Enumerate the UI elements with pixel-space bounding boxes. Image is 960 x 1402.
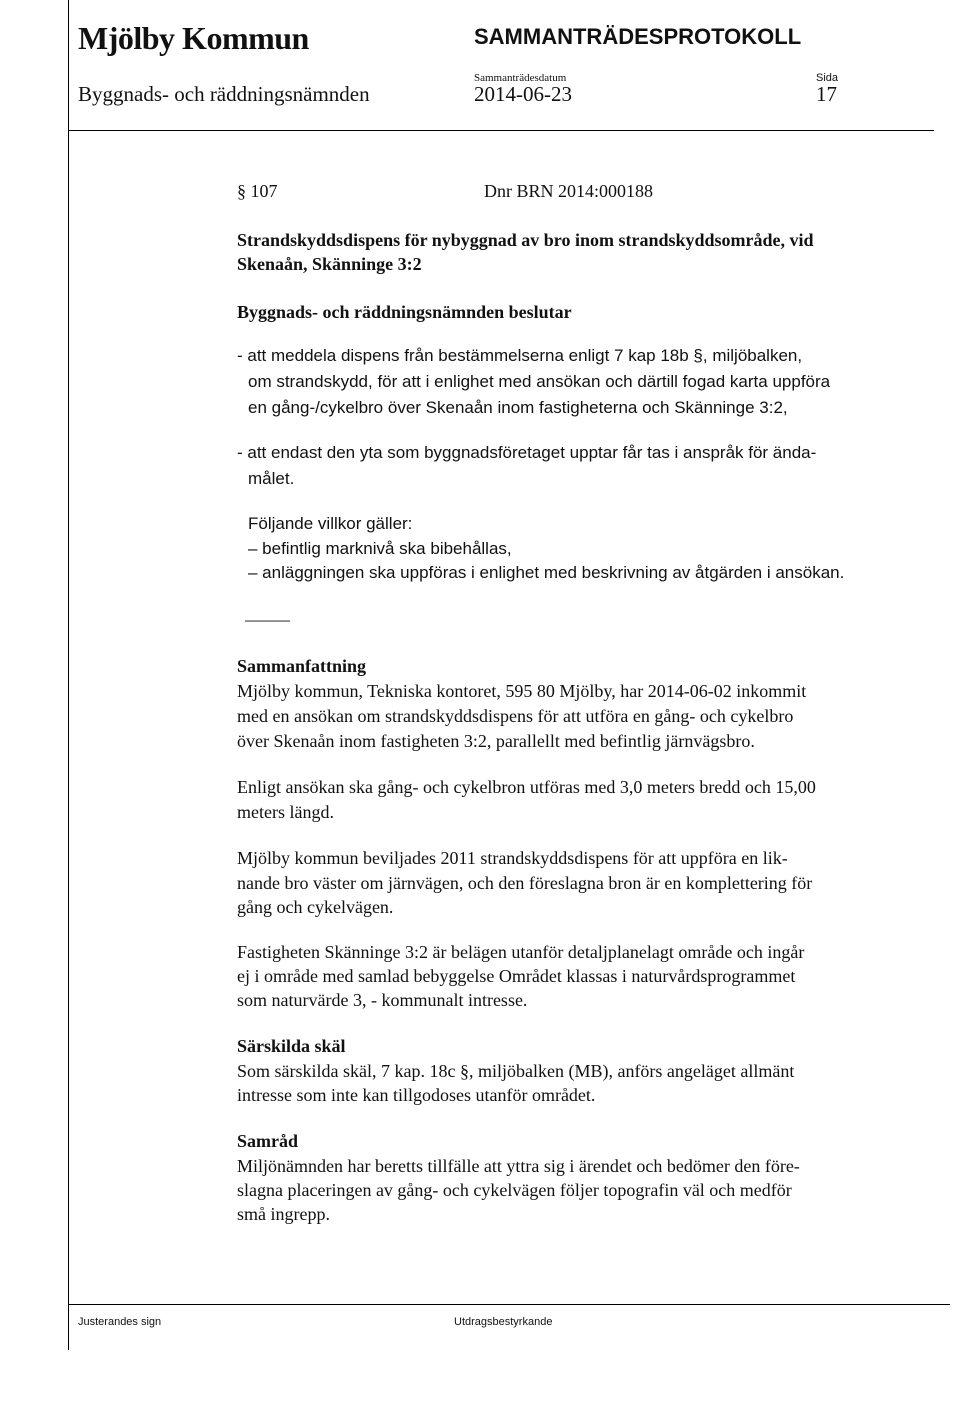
consultation-line-3: små ingrepp. xyxy=(237,1204,330,1224)
decision-item-2-line-2: målet. xyxy=(248,469,295,488)
footer-rule xyxy=(68,1304,950,1305)
summary-p4-line-1: Fastigheten Skänninge 3:2 är belägen utanför detaljplanelagt område och ingår xyxy=(237,942,805,962)
condition-1: – befintlig marknivå ska bibehållas, xyxy=(248,539,512,558)
condition-2: – anläggningen ska uppföras i enlighet med beskrivning av åtgärden i ansökan. xyxy=(248,563,845,582)
reasons-line-1: Som särskilda skäl, 7 kap. 18c §, miljöbalken (MB), anförs angeläget allmänt xyxy=(237,1061,795,1081)
case-number: Dnr BRN 2014:000188 xyxy=(484,181,654,201)
left-margin-rule xyxy=(68,0,69,1350)
header-rule xyxy=(68,130,934,131)
summary-heading: Sammanfattning xyxy=(237,656,367,676)
committee-name: Byggnads- och räddningsnämnden xyxy=(78,82,370,106)
decision-item-1-line-2: om strandskydd, för att i enlighet med ansökan och därtill fogad karta uppföra xyxy=(248,372,831,391)
case-title-line-2: Skenaån, Skänninge 3:2 xyxy=(237,254,422,274)
reasons-line-2: intresse som inte kan tillgodoses utanför området. xyxy=(237,1085,596,1105)
page-label: Sida xyxy=(816,72,839,84)
summary-p3-line-2: nande bro väster om järnvägen, och den föreslagna bron är en komplettering för xyxy=(237,873,813,893)
page-number: 17 xyxy=(816,82,837,106)
date-label: Sammanträdesdatum xyxy=(474,72,567,84)
signature-label: Justerandes sign xyxy=(78,1316,162,1328)
decision-item-1-line-1: - att meddela dispens från bestämmelserna enligt 7 kap 18b §, miljöbalken, xyxy=(237,346,803,365)
meeting-date: 2014-06-23 xyxy=(474,82,572,106)
summary-p4-line-2: ej i område med samlad bebyggelse Området klassas i naturvårdsprogrammet xyxy=(237,966,796,986)
section-separator: _____ xyxy=(245,603,290,623)
decision-item-1-line-3: en gång-/cykelbro över Skenaån inom fastigheterna och Skänninge 3:2, xyxy=(248,398,788,417)
summary-p2-line-2: meters längd. xyxy=(237,802,334,822)
summary-p2-line-1: Enligt ansökan ska gång- och cykelbron utföras med 3,0 meters bredd och 15,00 xyxy=(237,777,816,797)
consultation-heading: Samråd xyxy=(237,1131,299,1151)
decision-heading: Byggnads- och räddningsnämnden beslutar xyxy=(237,302,572,322)
extract-certification-label: Utdragsbestyrkande xyxy=(454,1316,553,1328)
summary-p4-line-3: som naturvärde 3, - kommunalt intresse. xyxy=(237,990,528,1010)
summary-p1-line-3: över Skenaån inom fastigheten 3:2, parallellt med befintlig järnvägsbro. xyxy=(237,731,755,751)
paragraph-number: § 107 xyxy=(237,181,278,201)
summary-p3-line-3: gång och cykelvägen. xyxy=(237,897,394,917)
decision-item-2-line-1: - att endast den yta som byggnadsföretaget upptar får tas i anspråk för ända- xyxy=(237,443,817,462)
consultation-line-1: Miljönämnden har beretts tillfälle att yttra sig i ärendet och bedömer den före- xyxy=(237,1156,800,1176)
summary-p1-line-1: Mjölby kommun, Tekniska kontoret, 595 80 Mjölby, har 2014-06-02 inkommit xyxy=(237,681,807,701)
summary-p1-line-2: med en ansökan om strandskyddsdispens för att utföra en gång- och cykelbro xyxy=(237,706,794,726)
document-type: SAMMANTRÄDESPROTOKOLL xyxy=(474,24,802,49)
municipality-name: Mjölby Kommun xyxy=(78,20,309,56)
consultation-line-2: slagna placeringen av gång- och cykelvägen följer topografin väl och medför xyxy=(237,1180,792,1200)
case-title-line-1: Strandskyddsdispens för nybyggnad av bro inom strandskyddsområde, vid xyxy=(237,230,814,250)
reasons-heading: Särskilda skäl xyxy=(237,1036,346,1056)
summary-p3-line-1: Mjölby kommun beviljades 2011 strandskyddsdispens för att uppföra en lik- xyxy=(237,848,788,868)
conditions-heading: Följande villkor gäller: xyxy=(248,514,413,533)
